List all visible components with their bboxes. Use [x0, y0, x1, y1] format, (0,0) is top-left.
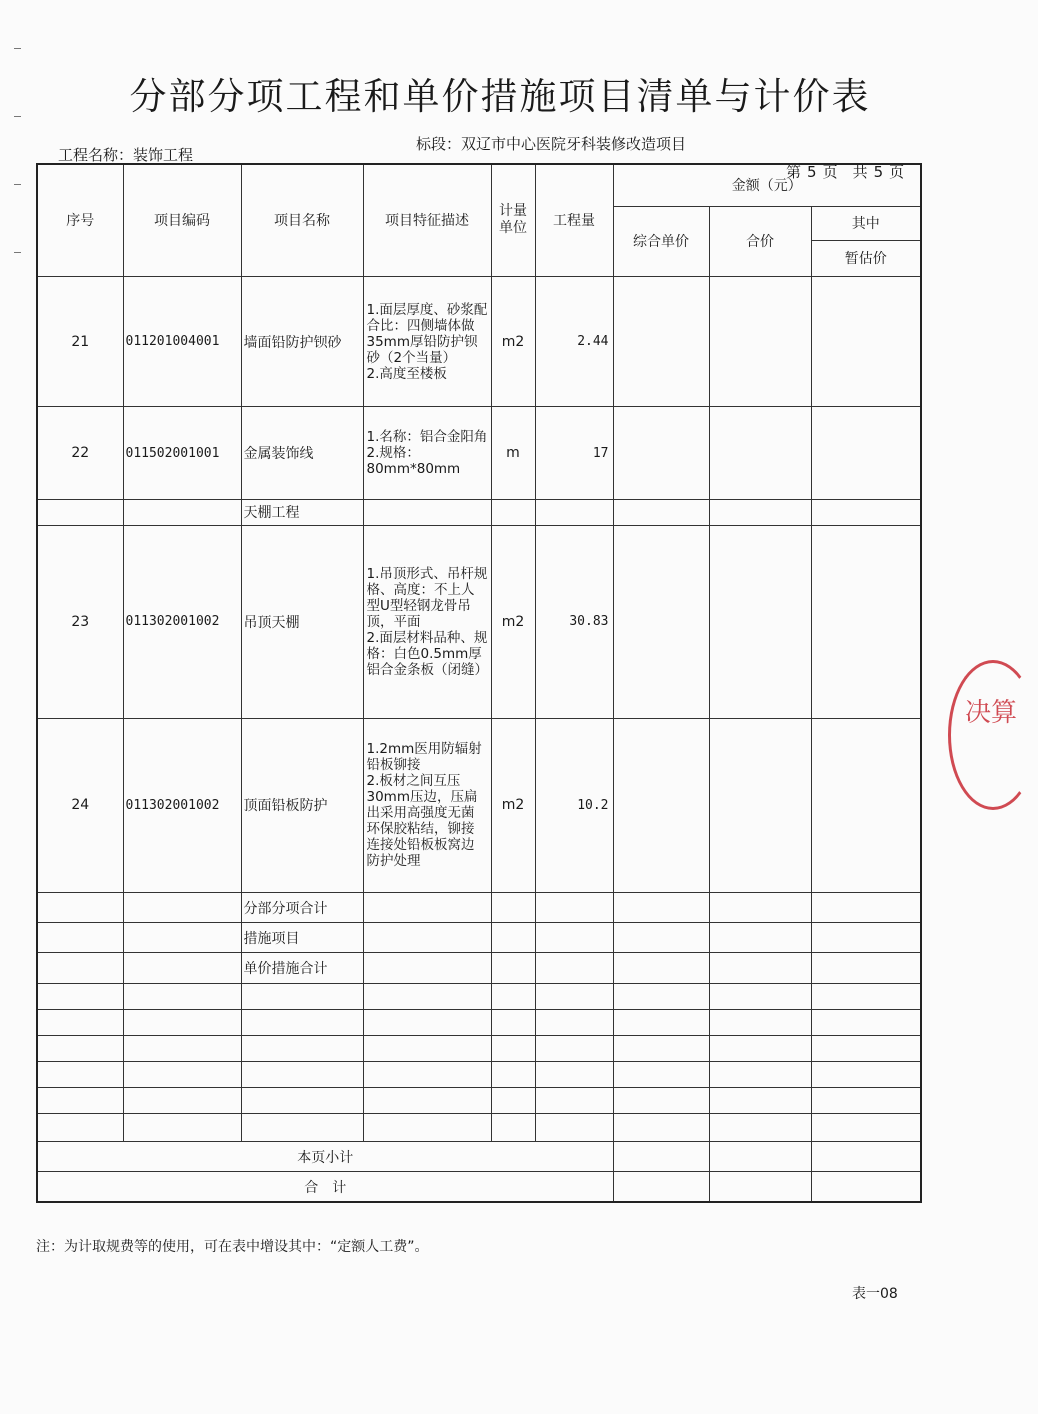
cell-name: 顶面铅板防护: [241, 718, 363, 893]
footnote: 注：为计取规费等的使用，可在表中增设其中：“定额人工费”。: [36, 1239, 429, 1255]
cell-qty: 17: [535, 407, 613, 499]
cell-unit-price: [613, 276, 709, 407]
cell-code: [123, 499, 241, 525]
cell-total-price: [709, 276, 811, 407]
table-row: [37, 276, 921, 407]
blank-row: [37, 983, 921, 1009]
cell-code: 011302001002: [123, 718, 241, 893]
blank-row: [37, 1009, 921, 1035]
section-text: 标段：双辽市中心医院牙科装修改造项目: [416, 135, 687, 153]
cell-unit: m2: [491, 718, 535, 893]
cell-name: 吊顶天棚: [241, 525, 363, 718]
col-seq: 序号: [37, 164, 123, 276]
cell-name: 金属装饰线: [241, 407, 363, 499]
form-number: 表一08: [852, 1286, 898, 1302]
col-provisional: 暂估价: [811, 240, 921, 276]
table-row: [37, 407, 921, 499]
cell-provisional: [811, 276, 921, 407]
page-number: 5: [807, 163, 817, 181]
cell-unit: m2: [491, 276, 535, 407]
cell-code: 011302001002: [123, 525, 241, 718]
cell-desc: 1.名称：铝合金阳角 2.规格：80mm*80mm: [363, 407, 491, 499]
summary-row: [37, 893, 921, 923]
blank-row: [37, 1061, 921, 1087]
cell-total-price: [709, 718, 811, 893]
col-code: 项目编码: [123, 164, 241, 276]
cell-provisional: [811, 525, 921, 718]
cell-unit-price: [613, 407, 709, 499]
cell-qty: 30.83: [535, 525, 613, 718]
subtotal-parts-label: 分部分项合计: [241, 893, 363, 923]
col-unit: 计量单位: [491, 164, 535, 276]
col-desc: 项目特征描述: [363, 164, 491, 276]
margin-mark: [14, 48, 21, 49]
cell-code: 011201004001: [123, 276, 241, 407]
bill-table: [36, 163, 922, 1203]
cell-provisional: [811, 499, 921, 525]
cell-unit-price: [613, 499, 709, 525]
page-subtotal-label: 本页小计: [37, 1142, 613, 1172]
col-amount: 金额（元）: [613, 164, 921, 206]
cell-unit-price: [613, 525, 709, 718]
project-name: [58, 144, 193, 165]
blank-row: [37, 1035, 921, 1061]
project-label: 工程名称：: [58, 146, 134, 164]
cell-desc: 1.面层厚度、砂浆配合比：四侧墙体做35mm厚铅防护钡砂（2个当量） 2.高度至楼板: [363, 276, 491, 407]
page-mid: 页 共: [822, 163, 868, 181]
unit-measures-total-label: 单价措施合计: [241, 953, 363, 983]
page-suffix: 页: [889, 163, 905, 181]
blank-row: [37, 1087, 921, 1113]
cell-code: 011502001001: [123, 407, 241, 499]
cell-provisional: [811, 718, 921, 893]
summary-row: [37, 923, 921, 953]
col-unit-price: 综合单价: [613, 206, 709, 276]
cell-unit-price: [613, 718, 709, 893]
cell-seq: 21: [37, 276, 123, 407]
col-name: 项目名称: [241, 164, 363, 276]
cell-desc: [363, 499, 491, 525]
cell-total-price: [709, 499, 811, 525]
cell-seq: 24: [37, 718, 123, 893]
col-of-which: 其中: [811, 206, 921, 240]
margin-mark: [14, 184, 21, 185]
measures-label: 措施项目: [241, 923, 363, 953]
table-row: [37, 499, 921, 525]
col-total-price: 合价: [709, 206, 811, 276]
cell-unit: m: [491, 407, 535, 499]
cell-total-price: [709, 525, 811, 718]
approval-stamp: 决算: [948, 660, 1038, 810]
margin-mark: [14, 252, 21, 253]
page-total: 5: [873, 163, 884, 181]
page-prefix: 第: [786, 163, 802, 181]
table-row: [37, 718, 921, 893]
cell-name: 天棚工程: [241, 499, 363, 525]
page-subtotal-row: [37, 1142, 921, 1172]
table-row: [37, 525, 921, 718]
cell-provisional: [811, 407, 921, 499]
cell-seq: 23: [37, 525, 123, 718]
cell-desc: 1.2mm医用防辐射铅板铆接 2.板材之间互压30mm压边，压扁出采用高强度无菌环保胶粘结，铆接连接处铅板板窝边防护处理: [363, 718, 491, 893]
summary-row: [37, 953, 921, 983]
blank-row: [37, 1114, 921, 1142]
cell-qty: [535, 499, 613, 525]
cell-seq: 22: [37, 407, 123, 499]
cell-qty: 2.44: [535, 276, 613, 407]
cell-total-price: [709, 407, 811, 499]
grand-total-label: 合 计: [37, 1172, 613, 1202]
project-value: 装饰工程: [133, 146, 194, 164]
cell-name: 墙面铅防护钡砂: [241, 276, 363, 407]
cell-desc: 1.吊顶形式、吊杆规格、高度：不上人型U型轻钢龙骨吊顶，平面 2.面层材料品种、规格：白色0.5mm厚铝合金条板（闭缝）: [363, 525, 491, 718]
cell-qty: 10.2: [535, 718, 613, 893]
col-qty: 工程量: [535, 164, 613, 276]
cell-seq: [37, 499, 123, 525]
cell-unit: [491, 499, 535, 525]
grand-total-row: [37, 1172, 921, 1202]
cell-unit: m2: [491, 525, 535, 718]
page-title: 分部分项工程和单价措施项目清单与计价表: [129, 75, 871, 118]
